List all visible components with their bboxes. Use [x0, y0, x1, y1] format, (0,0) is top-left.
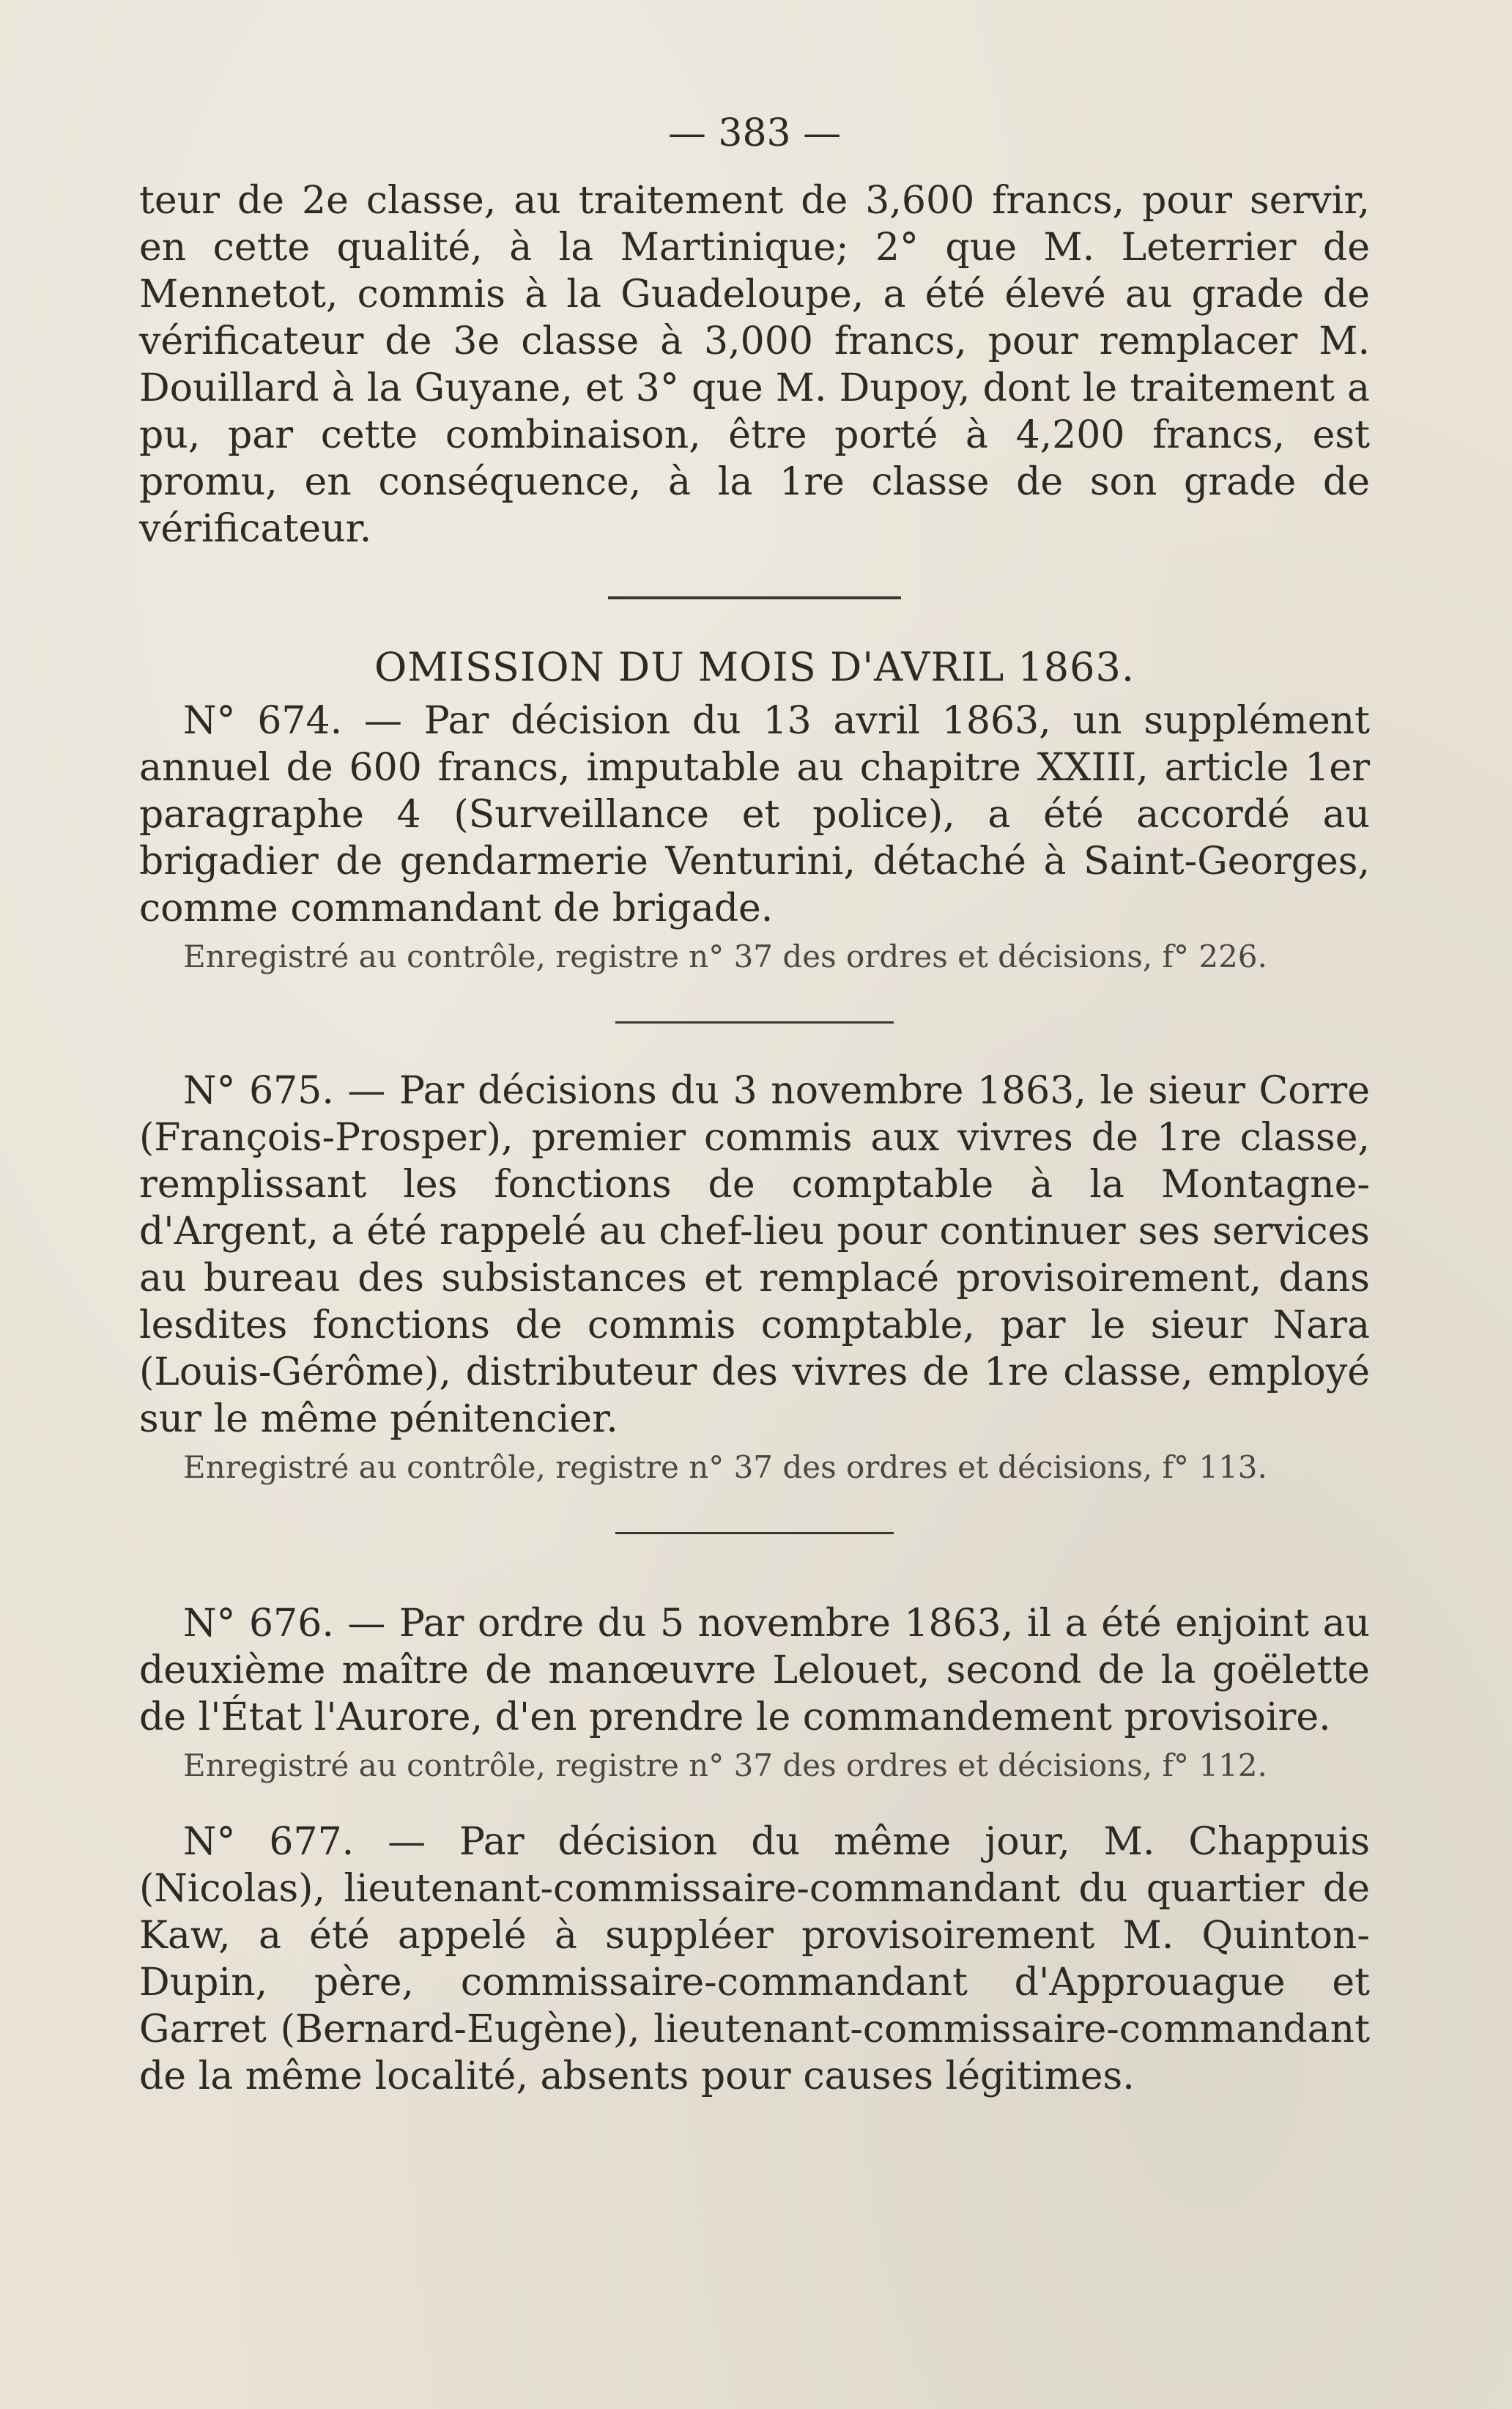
entry-675-text: N° 675. — Par décisions du 3 novembre 1863, le sieur Corre (François-Prosper), premier commis aux vivres de 1re classe, remplissant les fonctions de comptable à la Montagne-d'Argent, a été rappelé au chef-lieu pour continuer ses services au bureau des subsistances et remplacé provisoirement, dans lesdites fonctions de commis comptable, par le sieur Nara (Louis-Gérôme), distributeur des vivres de 1re classe, employé sur le même pénitencier.: [139, 1069, 1370, 1441]
entry-676-registration: Enregistré au contrôle, registre n° 37 des ordres et décisions, f° 112.: [183, 1747, 1267, 1783]
entry-divider: [615, 1021, 894, 1024]
entry-674-registration: Enregistré au contrôle, registre n° 37 des ordres et décisions, f° 226.: [183, 939, 1267, 974]
spacer: [139, 1578, 1370, 1600]
entry-676-text: N° 676. — Par ordre du 5 novembre 1863, il a été enjoint au deuxième maître de manœuvre Lelouet, second de la goëlette de l'État l'Aurore, d'en prendre le commandement provisoire.: [139, 1602, 1370, 1739]
entry-674-text: N° 674. — Par décision du 13 avril 1863, un supplément annuel de 600 francs, imputable au chapitre XXIII, article 1er paragraphe 4 (Surveillance et police), a été accordé au brigadier de gendarmerie Venturini, détaché à Saint-Georges, comme commandant de brigade.: [139, 699, 1370, 930]
document-page: [139, 110, 1370, 2352]
spacer: [139, 1786, 1370, 1818]
intro-paragraph: teur de 2e classe, au traitement de 3,600 francs, pour servir, en cette qualité, à la Martinique; 2° que M. Leterrier de Mennetot, commis à la Guadeloupe, a été élevé au grade de vérificateur de 3e classe à 3,000 francs, pour remplacer M. Douillard à la Guyane, et 3° que M. Dupoy, dont le traitement a pu, par cette combinaison, être porté à 4,200 francs, est promu, en conséquence, à la 1re classe de son grade de vérificateur.: [139, 179, 1370, 551]
section-heading: OMISSION DU MOIS D'AVRIL 1863.: [374, 644, 1135, 690]
page-number: — 383 —: [667, 111, 842, 155]
entry-divider: [615, 1532, 894, 1534]
entry-677-text: N° 677. — Par décision du même jour, M. Chappuis (Nicolas), lieutenant-commissaire-commandant du quartier de Kaw, a été appelé à suppléer provisoirement M. Quinton-Dupin, père, commissaire-commandant d'Approuague et Garret (Bernard-Eugène), lieutenant-commissaire-commandant de la même localité, absents pour causes légitimes.: [139, 1820, 1370, 2098]
section-divider: [608, 596, 901, 599]
entry-675-registration: Enregistré au contrôle, registre n° 37 des ordres et décisions, f° 113.: [183, 1449, 1267, 1485]
